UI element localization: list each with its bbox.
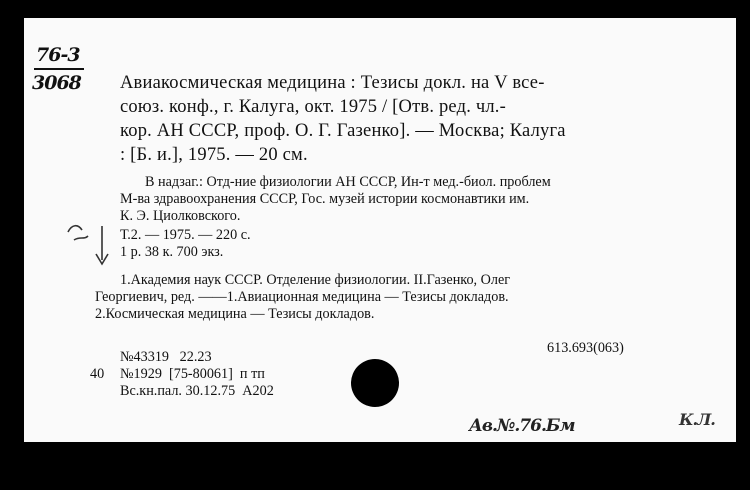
handwritten-catalog-number-bottom: 3068 — [32, 72, 81, 94]
tracing-line-1: 1.Академия наук СССР. Отделение физиологии. II.Газенко, Олег — [120, 272, 511, 288]
punch-hole — [351, 359, 399, 407]
entry-line-4: : [Б. и.], 1975. — 20 см. — [120, 145, 308, 165]
handwritten-corner-note: К.Л. — [679, 410, 715, 429]
tracing-line-3: 2.Космическая медицина — Тезисы докладов. — [95, 306, 375, 322]
pencil-check-mark — [62, 210, 122, 268]
note-line-3: К. Э. Циолковского. — [120, 208, 241, 224]
handwritten-underline — [34, 68, 84, 70]
handwritten-catalog-number-top: 76-3 — [36, 44, 80, 66]
footer-number-3: Вс.кн.пал. 30.12.75 А202 — [120, 383, 274, 399]
catalog-card — [24, 18, 736, 442]
volume-line-2: 1 р. 38 к. 700 экз. — [120, 244, 224, 260]
volume-line-1: Т.2. — 1975. — 220 с. — [120, 227, 251, 243]
handwritten-pencil-note: Ав.№.76.Бм — [469, 416, 575, 436]
note-line-1: В надзаг.: Отд-ние физиологии АН СССР, Ин-т мед.-биол. проблем — [145, 174, 551, 190]
entry-line-2: союз. конф., г. Калуга, окт. 1975 / [Отв. ред. чл.- — [120, 97, 506, 117]
footer-number-1: №43319 22.23 — [120, 349, 212, 365]
tracing-line-2: Георгиевич, ред. ——1.Авиационная медицина — Тезисы докладов. — [95, 289, 509, 305]
footer-prefix: 40 — [90, 366, 105, 382]
note-line-2: М-ва здравоохранения СССР, Гос. музей истории космонавтики им. — [120, 191, 530, 207]
footer-number-2: №1929 [75-80061] п тп — [120, 366, 265, 382]
udc-code: 613.693(063) — [547, 340, 624, 356]
entry-line-1: Авиакосмическая медицина : Тезисы докл. на V все- — [120, 73, 545, 93]
entry-line-3: кор. АН СССР, проф. О. Г. Газенко]. — Москва; Калуга — [120, 121, 566, 141]
